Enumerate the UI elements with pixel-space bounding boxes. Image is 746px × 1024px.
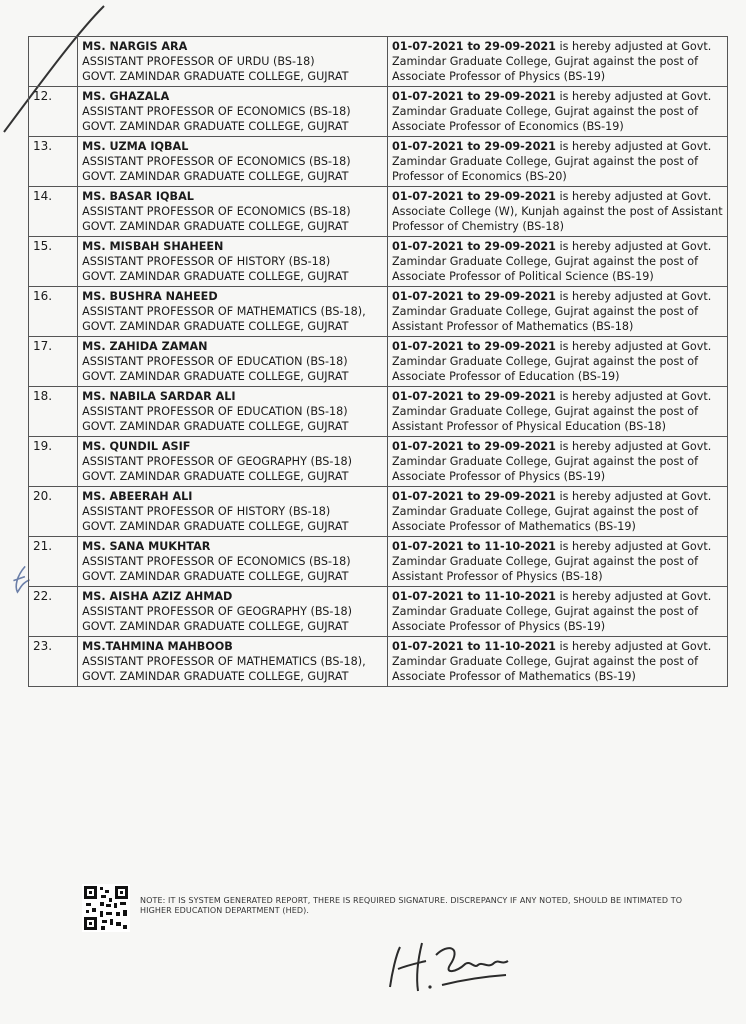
table-row xyxy=(29,387,728,437)
adjustment-period: 01-07-2021 to 29-09-2021 xyxy=(392,40,556,53)
adjustment-period: 01-07-2021 to 29-09-2021 xyxy=(392,390,556,403)
employee-cell xyxy=(78,237,388,287)
employee-college: GOVT. ZAMINDAR GRADUATE COLLEGE, GUJRAT xyxy=(82,170,349,183)
table-row xyxy=(29,87,728,137)
serial-number: 15. xyxy=(29,237,78,287)
employee-name: MS. GHAZALA xyxy=(82,90,170,103)
adjustment-period: 01-07-2021 to 11-10-2021 xyxy=(392,590,556,603)
employee-designation: ASSISTANT PROFESSOR OF ECONOMICS (BS-18) xyxy=(82,555,351,568)
adjustment-period: 01-07-2021 to 29-09-2021 xyxy=(392,140,556,153)
adjustment-cell xyxy=(388,187,728,237)
adjustment-text: is hereby adjusted at Govt. Zamindar Graduate College, Gujrat against the post of Associate Professor of Economics (BS-19) xyxy=(392,90,712,133)
adjustment-cell xyxy=(388,287,728,337)
adjustment-text: is hereby adjusted at Govt. Zamindar Graduate College, Gujrat against the post of Associate Professor of Mathematics (BS-19) xyxy=(392,640,712,683)
adjustment-table-body xyxy=(29,37,728,687)
adjustment-cell xyxy=(388,37,728,87)
adjustment-cell xyxy=(388,537,728,587)
employee-name: MS. NARGIS ARA xyxy=(82,40,188,53)
employee-college: GOVT. ZAMINDAR GRADUATE COLLEGE, GUJRAT xyxy=(82,620,349,633)
adjustment-cell xyxy=(388,337,728,387)
adjustment-cell xyxy=(388,487,728,537)
table-row xyxy=(29,337,728,387)
adjustment-cell xyxy=(388,387,728,437)
serial-number: 12. xyxy=(29,87,78,137)
system-generated-note: NOTE: IT IS SYSTEM GENERATED REPORT, THERE IS REQUIRED SIGNATURE. DISCREPANCY IF ANY NOTED, SHOULD BE INTIMATED TO HIGHER EDUCATION DEPARTMENT (HED). xyxy=(140,896,683,915)
employee-designation: ASSISTANT PROFESSOR OF URDU (BS-18) xyxy=(82,55,315,68)
adjustment-period: 01-07-2021 to 29-09-2021 xyxy=(392,490,556,503)
table-row xyxy=(29,487,728,537)
employee-designation: ASSISTANT PROFESSOR OF HISTORY (BS-18) xyxy=(82,255,331,268)
handwritten-signature xyxy=(378,925,518,1005)
adjustment-text: is hereby adjusted at Govt. Zamindar Graduate College, Gujrat against the post of Associate Professor of Physics (BS-19) xyxy=(392,590,712,633)
table-row xyxy=(29,37,728,87)
employee-name: MS. BUSHRA NAHEED xyxy=(82,290,218,303)
serial-number: 18. xyxy=(29,387,78,437)
adjustment-text: is hereby adjusted at Govt. Zamindar Graduate College, Gujrat against the post of Associate Professor of Education (BS-19) xyxy=(392,340,712,383)
adjustment-period: 01-07-2021 to 29-09-2021 xyxy=(392,290,556,303)
employee-college: GOVT. ZAMINDAR GRADUATE COLLEGE, GUJRAT xyxy=(82,370,349,383)
employee-designation: ASSISTANT PROFESSOR OF EDUCATION (BS-18) xyxy=(82,405,348,418)
employee-designation: ASSISTANT PROFESSOR OF EDUCATION (BS-18) xyxy=(82,355,348,368)
adjustment-period: 01-07-2021 to 29-09-2021 xyxy=(392,190,556,203)
employee-cell xyxy=(78,87,388,137)
adjustment-text: is hereby adjusted at Govt. Zamindar Graduate College, Gujrat against the post of Associate Professor of Physics (BS-19) xyxy=(392,40,712,83)
employee-name: MS. BASAR IQBAL xyxy=(82,190,194,203)
employee-college: GOVT. ZAMINDAR GRADUATE COLLEGE, GUJRAT xyxy=(82,470,349,483)
adjustment-cell xyxy=(388,587,728,637)
serial-number: 16. xyxy=(29,287,78,337)
serial-number: 19. xyxy=(29,437,78,487)
serial-number: 20. xyxy=(29,487,78,537)
adjustment-cell xyxy=(388,637,728,687)
employee-name: MS.TAHMINA MAHBOOB xyxy=(82,640,233,653)
adjustment-cell xyxy=(388,237,728,287)
employee-college: GOVT. ZAMINDAR GRADUATE COLLEGE, GUJRAT xyxy=(82,570,349,583)
employee-cell xyxy=(78,287,388,337)
adjustment-text: is hereby adjusted at Govt. Zamindar Graduate College, Gujrat against the post of Assistant Professor of Mathematics (BS-18) xyxy=(392,290,712,333)
table-row xyxy=(29,287,728,337)
serial-number: 17. xyxy=(29,337,78,387)
table-row xyxy=(29,137,728,187)
employee-cell xyxy=(78,537,388,587)
employee-designation: ASSISTANT PROFESSOR OF GEOGRAPHY (BS-18) xyxy=(82,455,353,468)
employee-name: MS. MISBAH SHAHEEN xyxy=(82,240,224,253)
employee-cell xyxy=(78,437,388,487)
employee-college: GOVT. ZAMINDAR GRADUATE COLLEGE, GUJRAT xyxy=(82,520,349,533)
employee-college: GOVT. ZAMINDAR GRADUATE COLLEGE, GUJRAT xyxy=(82,420,349,433)
table-row xyxy=(29,537,728,587)
adjustment-table xyxy=(28,36,728,687)
employee-designation: ASSISTANT PROFESSOR OF MATHEMATICS (BS-18), xyxy=(82,655,366,668)
adjustment-text: is hereby adjusted at Govt. Zamindar Graduate College, Gujrat against the post of Assistant Professor of Physics (BS-18) xyxy=(392,540,712,583)
employee-name: MS. UZMA IQBAL xyxy=(82,140,189,153)
employee-name: MS. NABILA SARDAR ALI xyxy=(82,390,236,403)
employee-college: GOVT. ZAMINDAR GRADUATE COLLEGE, GUJRAT xyxy=(82,320,349,333)
table-row xyxy=(29,437,728,487)
adjustment-period: 01-07-2021 to 29-09-2021 xyxy=(392,340,556,353)
employee-name: MS. ABEERAH ALI xyxy=(82,490,193,503)
adjustment-cell xyxy=(388,87,728,137)
adjustment-period: 01-07-2021 to 11-10-2021 xyxy=(392,540,556,553)
employee-designation: ASSISTANT PROFESSOR OF HISTORY (BS-18) xyxy=(82,505,331,518)
employee-cell xyxy=(78,37,388,87)
adjustment-period: 01-07-2021 to 29-09-2021 xyxy=(392,90,556,103)
adjustment-text: is hereby adjusted at Govt. Associate College (W), Kunjah against the post of Assistant Professor of Chemistry (BS-18) xyxy=(392,190,723,233)
serial-number: 14. xyxy=(29,187,78,237)
qr-code-icon xyxy=(82,884,130,932)
serial-number: 21. xyxy=(29,537,78,587)
employee-cell xyxy=(78,637,388,687)
employee-designation: ASSISTANT PROFESSOR OF MATHEMATICS (BS-18), xyxy=(82,305,366,318)
serial-number: 22. xyxy=(29,587,78,637)
employee-cell xyxy=(78,587,388,637)
serial-number: 13. xyxy=(29,137,78,187)
adjustment-cell xyxy=(388,437,728,487)
adjustment-period: 01-07-2021 to 29-09-2021 xyxy=(392,440,556,453)
employee-cell xyxy=(78,137,388,187)
adjustment-period: 01-07-2021 to 29-09-2021 xyxy=(392,240,556,253)
adjustment-period: 01-07-2021 to 11-10-2021 xyxy=(392,640,556,653)
employee-name: MS. AISHA AZIZ AHMAD xyxy=(82,590,233,603)
employee-name: MS. QUNDIL ASIF xyxy=(82,440,191,453)
employee-designation: ASSISTANT PROFESSOR OF GEOGRAPHY (BS-18) xyxy=(82,605,353,618)
adjustment-cell xyxy=(388,137,728,187)
employee-college: GOVT. ZAMINDAR GRADUATE COLLEGE, GUJRAT xyxy=(82,670,349,683)
employee-cell xyxy=(78,337,388,387)
employee-college: GOVT. ZAMINDAR GRADUATE COLLEGE, GUJRAT xyxy=(82,220,349,233)
employee-designation: ASSISTANT PROFESSOR OF ECONOMICS (BS-18) xyxy=(82,105,351,118)
serial-number: 23. xyxy=(29,637,78,687)
serial-number xyxy=(29,37,78,87)
adjustment-text: is hereby adjusted at Govt. Zamindar Graduate College, Gujrat against the post of Associate Professor of Political Science (BS-19) xyxy=(392,240,712,283)
table-row xyxy=(29,587,728,637)
employee-cell xyxy=(78,387,388,437)
adjustment-text: is hereby adjusted at Govt. Zamindar Graduate College, Gujrat against the post of Associate Professor of Physics (BS-19) xyxy=(392,440,712,483)
employee-name: MS. ZAHIDA ZAMAN xyxy=(82,340,208,353)
employee-designation: ASSISTANT PROFESSOR OF ECONOMICS (BS-18) xyxy=(82,155,351,168)
adjustment-text: is hereby adjusted at Govt. Zamindar Graduate College, Gujrat against the post of Associate Professor of Mathematics (BS-19) xyxy=(392,490,712,533)
employee-college: GOVT. ZAMINDAR GRADUATE COLLEGE, GUJRAT xyxy=(82,70,349,83)
employee-designation: ASSISTANT PROFESSOR OF ECONOMICS (BS-18) xyxy=(82,205,351,218)
employee-college: GOVT. ZAMINDAR GRADUATE COLLEGE, GUJRAT xyxy=(82,270,349,283)
table-row xyxy=(29,637,728,687)
adjustment-text: is hereby adjusted at Govt. Zamindar Graduate College, Gujrat against the post of Professor of Economics (BS-20) xyxy=(392,140,712,183)
table-row xyxy=(29,187,728,237)
employee-cell xyxy=(78,487,388,537)
employee-name: MS. SANA MUKHTAR xyxy=(82,540,211,553)
employee-college: GOVT. ZAMINDAR GRADUATE COLLEGE, GUJRAT xyxy=(82,120,349,133)
adjustment-text: is hereby adjusted at Govt. Zamindar Graduate College, Gujrat against the post of Assistant Professor of Physical Education (BS-18) xyxy=(392,390,712,433)
employee-cell xyxy=(78,187,388,237)
table-row xyxy=(29,237,728,287)
